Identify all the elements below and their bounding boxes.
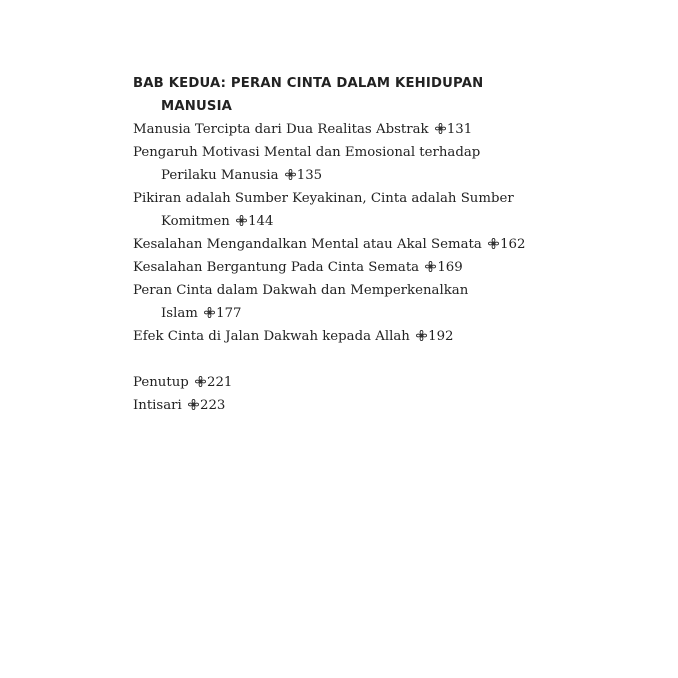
ornament-icon	[195, 376, 206, 387]
toc-entry[interactable]	[133, 233, 553, 256]
ornament-icon	[188, 399, 199, 410]
toc-entry-title: Pikiran adalah Sumber Keyakinan, Cinta adalah Sumber	[133, 191, 514, 206]
toc-entry-title: Intisari	[133, 398, 182, 413]
toc-entry-title-cont: Islam	[161, 306, 198, 321]
toc-entry-title: Kesalahan Mengandalkan Mental atau Akal Semata	[133, 237, 482, 252]
toc-entry-page: 177	[216, 306, 242, 321]
toc-entry-continuation	[133, 302, 553, 325]
toc-entry[interactable]	[133, 256, 553, 279]
toc-entry[interactable]	[133, 118, 553, 141]
ornament-icon	[204, 307, 215, 318]
toc-entry-title: Kesalahan Bergantung Pada Cinta Semata	[133, 260, 420, 275]
toc-entry-title: Pengaruh Motivasi Mental dan Emosional terhadap	[133, 145, 481, 160]
toc-entry-continuation	[133, 164, 553, 187]
toc-entry-page: 162	[500, 237, 526, 252]
toc-entry-page: 192	[428, 329, 454, 344]
toc-entry-title: Penutup	[133, 375, 189, 390]
chapter-heading	[133, 72, 553, 118]
toc-entry-title: Peran Cinta dalam Dakwah dan Memperkenalkan	[133, 283, 469, 298]
toc-entry[interactable]	[133, 141, 553, 187]
section-gap	[133, 348, 553, 371]
chapter-heading-line2: MANUSIA	[161, 99, 233, 114]
toc-entry[interactable]	[133, 187, 553, 233]
ornament-icon	[236, 215, 247, 226]
ornament-icon	[435, 123, 446, 134]
toc-entry-continuation	[133, 210, 553, 233]
toc-entry-title-cont: Perilaku Manusia	[161, 168, 279, 183]
chapter-heading-line1: BAB KEDUA: PERAN CINTA DALAM KEHIDUPAN	[133, 76, 484, 91]
toc-entry-closing[interactable]	[133, 394, 553, 417]
ornament-icon	[425, 261, 436, 272]
toc-entry-title: Efek Cinta di Jalan Dakwah kepada Allah	[133, 329, 410, 344]
ornament-icon	[416, 330, 427, 341]
toc-entry-page: 223	[200, 398, 226, 413]
ornament-icon	[285, 169, 296, 180]
toc-entry-page: 221	[207, 375, 233, 390]
toc-entry-title-cont: Komitmen	[161, 214, 230, 229]
toc-entry-page: 144	[248, 214, 274, 229]
toc-entry[interactable]	[133, 325, 553, 348]
toc-entry-page: 169	[437, 260, 463, 275]
ornament-icon	[488, 238, 499, 249]
toc-entry[interactable]	[133, 279, 553, 325]
toc-entry-page: 135	[296, 168, 323, 183]
toc-entry-closing[interactable]	[133, 371, 553, 394]
toc-entry-title: Manusia Tercipta dari Dua Realitas Abstrak	[133, 122, 429, 137]
table-of-contents	[133, 72, 553, 417]
toc-entry-page: 131	[446, 122, 473, 137]
